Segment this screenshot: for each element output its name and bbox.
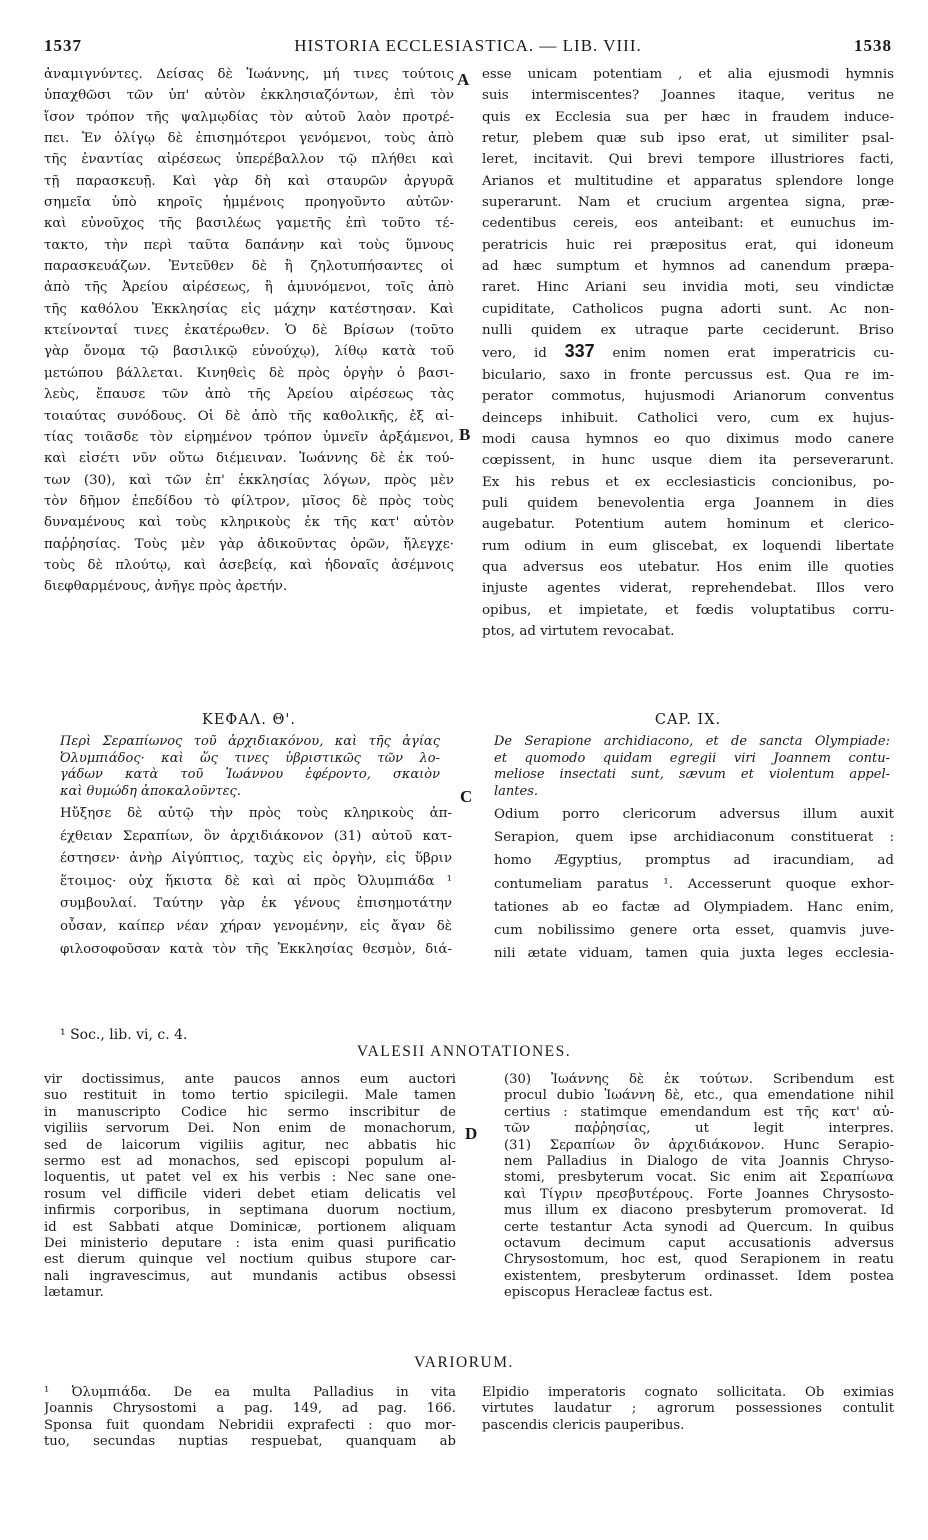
annotation-line: mus illum ex diacono presbyterum promoverat. Id (504, 1203, 894, 1219)
summary-line: Ὀλυμπιάδος· καὶ ὥς τινες ὑβριστικῶς τῶν λο- (60, 750, 440, 766)
greek-text-line: τῆς ἐναντίας αἱρέσεως ὑπερέβαλλον τῷ πλήθει καὶ (44, 152, 454, 168)
greek-text-line: διεφθαρμένους, ἀνῆγε πρὸς ἀρετήν. (44, 579, 288, 595)
latin-text-line: Arianos et multitudine et apparatus splendore longe (482, 173, 894, 189)
chapter-text-latin (494, 803, 894, 965)
greek-text-line: συμβουλαί. Ταύτην γὰρ ἐκ γένους ἐπισημοτάτην (60, 896, 452, 912)
greek-text-line: καὶ εἰσέτι νῦν οὕτω διέμειναν. Ἰωάννης δὲ ἐκ τού- (44, 451, 454, 467)
annotation-line: (31) Σεραπίων ὃν ἀρχιδιάκονον. Hunc Serapio- (504, 1137, 894, 1153)
annotation-line: vigiliis servorum Dei. Non enim de monachorum, (44, 1121, 456, 1137)
greek-text-line: ἀπὸ τῆς Ἀρείου αἱρέσεως, ἢ ἀμυνόμενοι, τοῖς ἀπὸ (44, 280, 454, 296)
latin-text-line: ad hæc sumptum et hymnos ad canendum præpa- (482, 259, 894, 275)
summary-line: καὶ θυμώδη ἀποκαλοῦντες. (60, 783, 241, 799)
latin-text-line: biculario, saxo in fronte percussus est. Qua re im- (482, 367, 894, 383)
variorum-line: virtutes laudatur ; agrorum possessiones contulit (482, 1401, 894, 1417)
greek-text-line: δυναμένους καὶ τοὺς κληρικοὺς ἐκ τῆς κατ' αὐτὸν (44, 515, 454, 531)
greek-text-line: τίας τοιᾶσδε τὸν εἰρημένον τρόπον ὑμνεῖν ἀρξάμενοι, (44, 429, 454, 445)
margin-marker-a: A (457, 70, 470, 89)
annotation-line: nali ingravescimus, aut mundanis actibus obsessi (44, 1268, 456, 1284)
latin-text-line: raret. Hinc Ariani seu invidia moti, seu vindictæ (482, 280, 894, 296)
greek-text-line: τακτο, τὴν περὶ ταῦτα δαπάνην καὶ τοὺς ὕμνους (44, 237, 454, 253)
summary-line: meliose insectati sunt, sævum et violentum appel- (494, 767, 890, 782)
greek-text-line: τῆς καθόλου Ἐκκλησίας εἰς μάχην κατέστησαν. Καὶ (44, 301, 454, 317)
latin-text-line: cœpissent, in hunc usque diem ita perseverarunt. (482, 453, 894, 469)
latin-text-line: superarunt. Nam et crucium argentea signa, præ- (482, 195, 894, 211)
greek-text-line: έχθειαν Σεραπίων, ὃν ἀρχιδιάκονον (31) αὐτοῦ κατ- (60, 828, 452, 844)
variorum-line: Elpidio imperatoris cognato sollicitata. Ob eximias (482, 1385, 894, 1400)
latin-text-line: leret, incitavit. Qui brevi tempore illustriores facti, (482, 152, 894, 168)
latin-text-line: cum nobilissimo genere orta esset, quamvis juve- (494, 923, 894, 939)
chapter-title-greek: ΚΕΦΑΛ. Θ'. (202, 712, 296, 728)
variorum-line: Joannis Chrysostomi a pag. 149, ad pag. 166. (44, 1401, 456, 1417)
annotation-line: in manuscripto Codice hic sermo inscribitur de (44, 1104, 456, 1120)
running-header (44, 36, 892, 60)
variorum-line: Sponsa fuit quondam Nebridii exprafecti : quo mor- (44, 1417, 456, 1433)
latin-text-line: puli quidem benevolentia erga Joannem in dies (482, 495, 894, 511)
variorum-title: VARIORUM. (414, 1354, 514, 1371)
greek-text-line: κτείνονταί τινες ἑκατέρωθεν. Ὁ δὲ Βρίσων (τοῦτο (44, 323, 454, 339)
page-number-right: 1538 (854, 36, 892, 55)
greek-text-line: λεὺς, ἔπαυσε τῶν ἀπὸ τῆς Ἀρείου αἱρέσεως τὰς (44, 387, 454, 403)
latin-text-line: augebatur. Potentium autem hominum et clerico- (482, 517, 894, 533)
annotation-line: sermo est ad monachos, sed episcopi populum al- (44, 1154, 456, 1170)
variorum-line: pascendis clericis pauperibus. (482, 1417, 685, 1433)
chapter-title-latin: CAP. IX. (654, 712, 722, 728)
latin-text-line: injuste agentes viderat, reprehendebat. Illos vero (482, 581, 894, 597)
latin-text-line: cupiditate, Catholicos pugna adorti sunt. Ac non- (482, 301, 894, 317)
annotation-line: nem Palladius in Dialogo de vita Joannis Chryso- (504, 1154, 894, 1170)
chapter-summary-latin (494, 734, 890, 800)
page-number-left: 1537 (44, 36, 82, 55)
greek-text-line: Ηὔξησε δὲ αὐτῷ τὴν πρὸς τοὺς κληρικοὺς ἀπ- (60, 806, 452, 821)
latin-text-line: Ex his rebus et ex ecclesiasticis concionibus, po- (482, 474, 894, 490)
latin-text-line: homo Ægyptius, promptus ad iracundiam, ad (494, 853, 894, 869)
annotation-line: καὶ Τίγριν πρεσβυτέρους. Forte Joannes Chrysosto- (504, 1186, 894, 1202)
running-title: HISTORIA ECCLESIASTICA. — LIB. VIII. (294, 36, 642, 55)
valesii-left-column (44, 1072, 456, 1302)
annotation-line: loquentis, ut patet vel ex his verbis : Nec sane one- (44, 1170, 456, 1186)
latin-text-line: modi causa hymnos eo quo diximus modo canere (482, 431, 894, 447)
annotation-line: (30) Ἰωάννης δὲ ἐκ τούτων. Scribendum est (504, 1072, 894, 1087)
margin-marker-d: D (465, 1124, 478, 1143)
margin-marker-c: C (460, 787, 473, 806)
greek-text-line: γὰρ ὄνομα τῷ βασιλικῷ εὐνούχῳ), λίθῳ κατὰ τοῦ (44, 344, 454, 360)
latin-text-line: qua adversus eos utebatur. Hos enim ille quoties (482, 559, 894, 575)
latin-text-line: Serapion, quem ipse archidiaconum constituerat : (494, 830, 894, 846)
latin-text-line: esse unicam potentiam , et alia ejusmodi hymnis (482, 67, 894, 82)
annotation-line: τῶν παῤῥησίας, ut legit interpres. (504, 1121, 894, 1137)
annotation-line: stomi, presbyterum vocat. Sic enim ait Σεραπίωνα (504, 1170, 894, 1186)
greek-text-line: μετώπου βάλλεται. Κινηθεὶς δὲ πρὸς ὀργὴν ὁ βασι- (44, 365, 454, 381)
latin-text-line: peratricis huic rei præpositus erat, qui idoneum (482, 237, 894, 253)
column-number: 337 (564, 341, 595, 362)
valesii-right-column (504, 1072, 894, 1302)
summary-line: Περὶ Σεραπίωνος τοῦ ἀρχιδιακόνου, καὶ τῆς ἁγίας (60, 734, 440, 749)
latin-text-line: suis intermiscentes? Joannes itaque, veritus ne (482, 88, 894, 104)
greek-text-line: τῇ παρασκευῇ. Καὶ γὰρ δὴ καὶ σταυρῶν ἀργυρᾶ (44, 173, 454, 189)
chapter-text-greek (60, 803, 452, 961)
latin-text-line: opibus, et impietate, et fœdis voluptatibus corru- (482, 602, 894, 618)
annotation-line: est dierum quinque vel noctium quibus stupore car- (44, 1252, 456, 1268)
annotation-line: rosum vel difficile videri debet etiam delicatis vel (44, 1186, 456, 1202)
latin-text-line: retur, plebem quæ sub ipso erat, ut similiter psal- (482, 131, 894, 147)
greek-text-line: φιλοσοφοῦσαν κατὰ τὸν τῆς Ἐκκλησίας θεσμὸν, διά- (60, 941, 452, 957)
greek-text-line: τὸν δῆμον ἐπεδίδου τὸ φίλτρον, μῖσος δὲ πρὸς τοὺς (44, 493, 454, 509)
greek-text-line: πει. Ἐν ὀλίγῳ δὲ ἐπισημότεροι γενόμενοι, τοὺς ἀπὸ (44, 131, 454, 147)
latin-text-line: cedentibus cereis, eos anteibant: et eunuchus im- (482, 216, 894, 232)
annotation-line: lætamur. (44, 1285, 104, 1301)
greek-text-line: ἴσον τρόπον τῆς ψαλμῳδίας τὸν αὐτοῦ λαὸν προτρέ- (44, 109, 454, 125)
greek-text-line: τοιαύτας συνόδους. Οἱ δὲ ἀπὸ τῆς καθολικῆς, ἐξ αἰ- (44, 408, 454, 424)
annotation-line: Dei ministerio deputare : ista enim quasi purificatio (44, 1236, 456, 1252)
greek-text-line: έστησεν· ἀνὴρ Αἰγύπτιος, ταχὺς εἰς ὀργὴν, εἰς ὕβριν (60, 851, 452, 867)
annotation-line: suo restituit in tomo tertio spicilegii. Male tamen (44, 1088, 456, 1104)
greek-text-line: παρασκευάζων. Ἐντεῦθεν δὲ ἢ ζηλοτυπήσαντες οἱ (44, 259, 454, 275)
latin-text-line: contumeliam paratus ¹. Accesserunt quoque exhor- (494, 876, 894, 892)
annotation-line: infirmis corporibus, in septimana duorum noctium, (44, 1203, 456, 1219)
greek-main-text (44, 64, 454, 598)
margin-marker-b: B (459, 425, 471, 444)
latin-line-with-number: vero, id 337 enim nomen erat imperatricis cu- (482, 341, 894, 362)
latin-text-line: deinceps inhibuit. Catholici vero, cum ex hujus- (482, 410, 894, 426)
latin-text-line: nili ætate viduam, tamen quia juxta leges ecclesia- (494, 946, 894, 962)
variorum-line: ¹ Ὀλυμπιάδα. De ea multa Palladius in vita (44, 1385, 456, 1400)
annotation-line: certe testantur Acta synodi ad Quercum. In quibus (504, 1219, 894, 1235)
annotation-line: vir doctissimus, ante paucos annos eum auctori (44, 1072, 456, 1087)
annotation-line: procul dubio Ἰωάννη δὲ, etc., qua emendatione nihil (504, 1088, 894, 1104)
latin-text-line: tationes ab eo factæ ad Olympiadem. Hanc enim, (494, 899, 894, 915)
latin-text-line: quis ex Ecclesia sua per hæc in fraudem induce- (482, 109, 894, 125)
annotation-line: certius : statimque emendandum est τῆς κατ' αὐ- (504, 1104, 894, 1120)
annotation-line: octavum decimum caput accusationis adversus (504, 1236, 894, 1252)
greek-text-line: παῤῥησίας. Τοὺς μὲν γὰρ ἀδικοῦντας ὁρῶν, ἤλεγχε· (44, 536, 454, 552)
latin-text-line: ptos, ad virtutem revocabat. (482, 623, 675, 639)
greek-text-line: σημεῖα ὑπὸ κηροῖς ἡμμένοις προηγοῦντο αὐτῶν· (44, 195, 454, 211)
annotation-line: Chrysostomum, hoc est, quod Serapionem in reatu (504, 1252, 894, 1268)
greek-text-line: τοὺς δὲ πλούτῳ, καὶ ἀσεβείᾳ, καὶ ἡδοναῖς ἀσέμνοις (44, 557, 454, 573)
variorum-left-column (44, 1385, 456, 1451)
summary-line: lantes. (494, 783, 539, 799)
latin-text-line: rum odium in eum gliscebat, ex loquendi libertate (482, 538, 894, 554)
chapter-summary-greek (60, 734, 440, 800)
greek-text-line: ἀναμιγνύντες. Δείσας δὲ Ἰωάννης, μή τινες τούτοις (44, 67, 454, 82)
latin-text-line: perator commotus, hujusmodi Arianorum conventus (482, 389, 894, 405)
greek-text-line: των (30), καὶ τῶν ἐπ' ἐκκλησίας λόγων, πρὸς μὲν (44, 472, 454, 488)
latin-main-text (482, 64, 894, 642)
annotation-line: episcopus Heracleæ factus est. (504, 1285, 713, 1301)
summary-line: et quomodo quidam egregii viri Joannem contu- (494, 750, 890, 766)
greek-text-line: οὖσαν, καίπερ νέαν χήραν γενομένην, εἰς ἄγαν δὲ (60, 918, 452, 934)
valesii-title: VALESII ANNOTATIONES. (356, 1043, 572, 1060)
footnote: ¹ Soc., lib. vi, c. 4. (60, 1027, 188, 1043)
summary-line: De Serapione archidiacono, et de sancta Olympiade: (494, 734, 890, 749)
greek-text-line: καὶ εὐνοῦχος τῆς βασιλέως γαμετῆς ἐπὶ τοῦτο τέ- (44, 216, 454, 232)
summary-line: γάδων κατὰ τοῦ Ἰωάννου ἐφέροντο, σκαιὸν (60, 767, 440, 782)
annotation-line: id est Sabbati atque Dominicæ, portionem aliquam (44, 1219, 456, 1235)
greek-text-line: ἕτοιμος· οὐχ ἥκιστα δὲ καὶ αἱ πρὸς Ὀλυμπιάδα ¹ (60, 873, 452, 889)
latin-text-line: Odium porro clericorum adversus illum auxit (494, 807, 894, 822)
variorum-right-column (482, 1385, 894, 1434)
variorum-line: tuo, secundas nuptias respuebat, quanquam ab (44, 1434, 456, 1450)
greek-text-line: ὑπαχθῶσι τῶν ὑπ' αὐτὸν ἐκκλησιαζόντων, ἐπὶ τὸν (44, 88, 454, 104)
latin-text-line: nulli quidem ex utraque parte ceciderunt. Briso (482, 323, 894, 339)
annotation-line: sed de laicorum vigiliis agitur, nec abbatis hic (44, 1137, 456, 1153)
annotation-line: existentem, presbyterum ordinasset. Idem postea (504, 1268, 894, 1284)
